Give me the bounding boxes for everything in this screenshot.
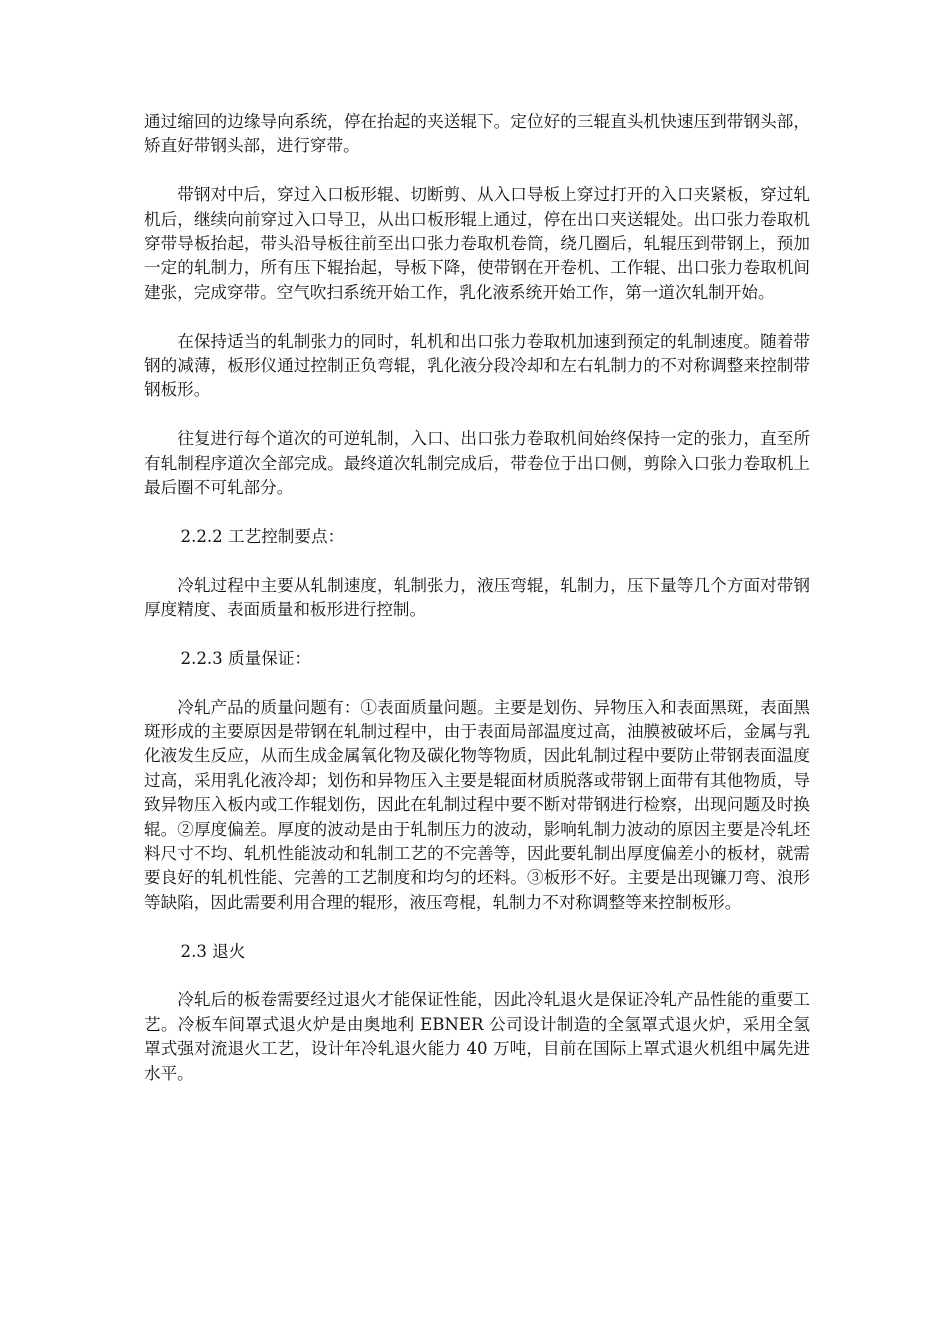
- heading-annealing: 2.3 退火: [180, 941, 246, 961]
- paragraph-quality-issues: 冷轧产品的质量问题有：①表面质量问题。主要是划伤、异物压入和表面黑斑，表面黑斑形成的主要原因是带钢在轧制过程中，由于表面局部温度过高，油膜被破坏后，金属与乳化液发生反应，从而生成金属氧化物及碳化物等物质，因此轧制过程中要防止带钢表面温度过高，采用乳化液冷却；划伤和异物压入主要是辊面材质脱落或带钢上面带有其他物质，导致异物压入板内或工作辊划伤，因此在轧制过程中要不断对带钢进行检察，出现问题及时换辊。②厚度偏差。厚度的波动是由于轧制压力的波动，影响轧制力波动的原因主要是冷轧坯料尺寸不均、轧机性能波动和轧制工艺的不完善等，因此要轧制出厚度偏差小的板材，就需要良好的轧机性能、完善的工艺制度和均匀的坯料。③板形不好。主要是出现镰刀弯、浪形等缺陷，因此需要利用合理的辊形，液压弯棍，轧制力不对称调整等来控制板形。: [144, 697, 810, 912]
- paragraph-threading-continued: 通过缩回的边缘导向系统，停在抬起的夹送辊下。定位好的三辊直头机快速压到带钢头部，矫直好带钢头部，进行穿带。: [144, 112, 810, 156]
- paragraph-rolling-tension: 在保持适当的轧制张力的同时，轧机和出口张力卷取机加速到预定的轧制速度。随着带钢的减薄，板形仪通过控制正负弯辊，乳化液分段冷却和左右轧制力的不对称调整来控制带钢板形。: [144, 331, 810, 400]
- heading-process-control: 2.2.2 工艺控制要点：: [180, 526, 345, 546]
- document-body: [144, 110, 810, 1111]
- paragraph-process-control: 冷轧过程中主要从轧制速度，轧制张力，液压弯辊，轧制力，压下量等几个方面对带钢厚度精度、表面质量和板形进行控制。: [144, 575, 810, 620]
- paragraph-annealing: 冷轧后的板卷需要经过退火才能保证性能，因此冷轧退火是保证冷轧产品性能的重要工艺。冷板车间罩式退火炉是由奥地利 EBNER 公司设计制造的全氢罩式退火炉，采用全氢罩式强对流退火工艺，设计年冷轧退火能力 40 万吨，目前在国际上罩式退火机组中属先进水平。: [144, 990, 810, 1083]
- paragraph-reversible-rolling: 往复进行每个道次的可逆轧制，入口、出口张力卷取机间始终保持一定的张力，直至所有轧制程序道次全部完成。最终道次轧制完成后，带卷位于出口侧，剪除入口张力卷取机上最后圈不可轧部分。: [144, 429, 810, 498]
- paragraph-threading-process: 带钢对中后，穿过入口板形辊、切断剪、从入口导板上穿过打开的入口夹紧板，穿过轧机后，继续向前穿过入口导卫，从出口板形辊上通过，停在出口夹送辊处。出口张力卷取机穿带导板抬起，带头沿导板往前至出口张力卷取机卷筒，绕几圈后，轧辊压到带钢上，预加一定的轧制力，所有压下辊抬起，导板下降，使带钢在开卷机、工作辊、出口张力卷取机间建张，完成穿带。空气吹扫系统开始工作，乳化液系统开始工作，第一道次轧制开始。: [144, 185, 810, 302]
- heading-quality-assurance: 2.2.3 质量保证：: [180, 648, 311, 668]
